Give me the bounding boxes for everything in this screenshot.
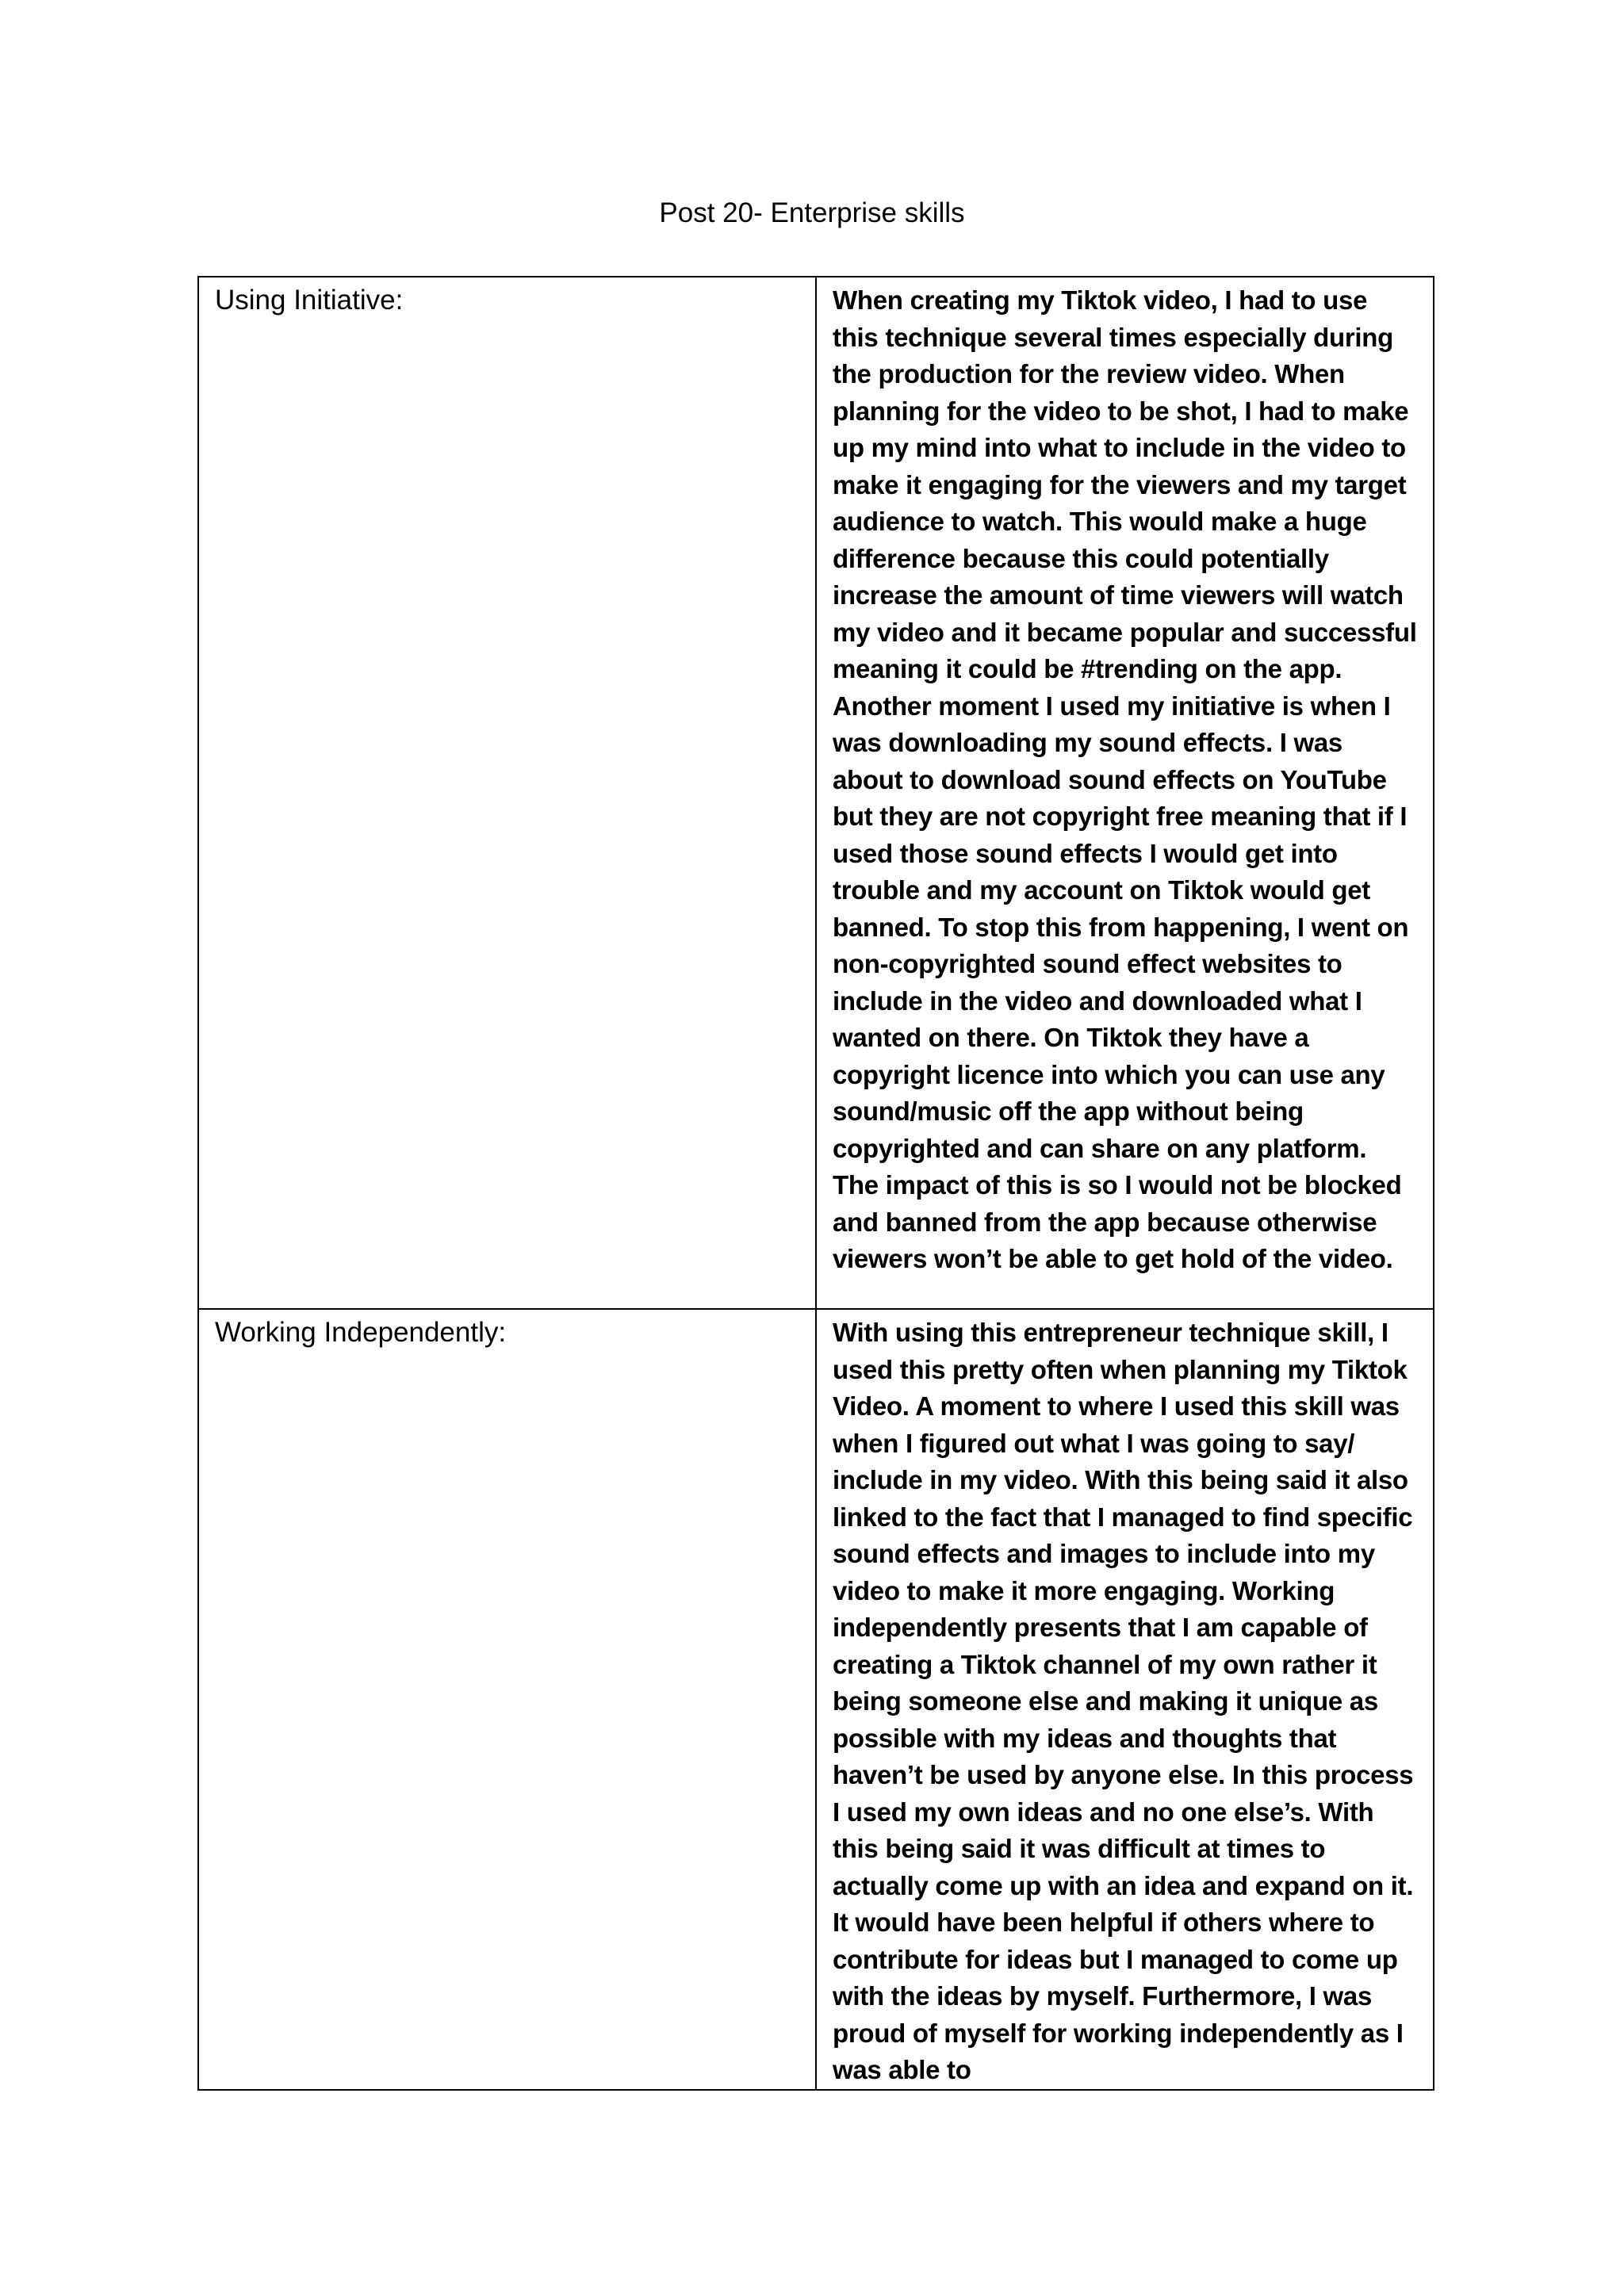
skill-label-using-initiative: Using Initiative: <box>198 277 816 1309</box>
skill-label-working-independently: Working Independently: <box>198 1309 816 2090</box>
skills-table <box>197 276 1434 2091</box>
table-row-working-independently <box>198 1309 1434 2090</box>
page-title: Post 20- Enterprise skills <box>659 197 965 228</box>
skill-text-using-initiative: When creating my Tiktok video, I had to use this technique several times especially during the production for the review video. When planning for the video to be shot, I had to make up my mind into what to include in the video to make it engaging for the viewers and my target audience to watch. This would make a huge difference because this could potentially increase the amount of time viewers will watch my video and it became popular and successful meaning it could be #trending on the app. Another moment I used my initiative is when I was downloading my sound effects. I was about to download sound effects on YouTube but they are not copyright free meaning that if I used those sound effects I would get into trouble and my account on Tiktok would get banned. To stop this from happening, I went on non-copyrighted sound effect websites to include in the video and downloaded what I wanted on there. On Tiktok they have a copyright licence into which you can use any sound/music off the app without being copyrighted and can share on any platform. The impact of this is so I would not be blocked and banned from the app because otherwise viewers won’t be able to get hold of the video. <box>816 277 1434 1309</box>
table-row-using-initiative <box>198 277 1434 1309</box>
skill-text-working-independently: With using this entrepreneur technique skill, I used this pretty often when planning my Tiktok Video. A moment to where I used this skill was when I figured out what I was going to say/ include in my video. With this being said it also linked to the fact that I managed to find specific sound effects and images to include into my video to make it more engaging. Working independently presents that I am capable of creating a Tiktok channel of my own rather it being someone else and making it unique as possible with my ideas and thoughts that haven’t be used by anyone else. In this process I used my own ideas and no one else’s. With this being said it was difficult at times to actually come up with an idea and expand on it. It would have been helpful if others where to contribute for ideas but I managed to come up with the ideas by myself. Furthermore, I was proud of myself for working independently as I was able to <box>816 1309 1434 2090</box>
